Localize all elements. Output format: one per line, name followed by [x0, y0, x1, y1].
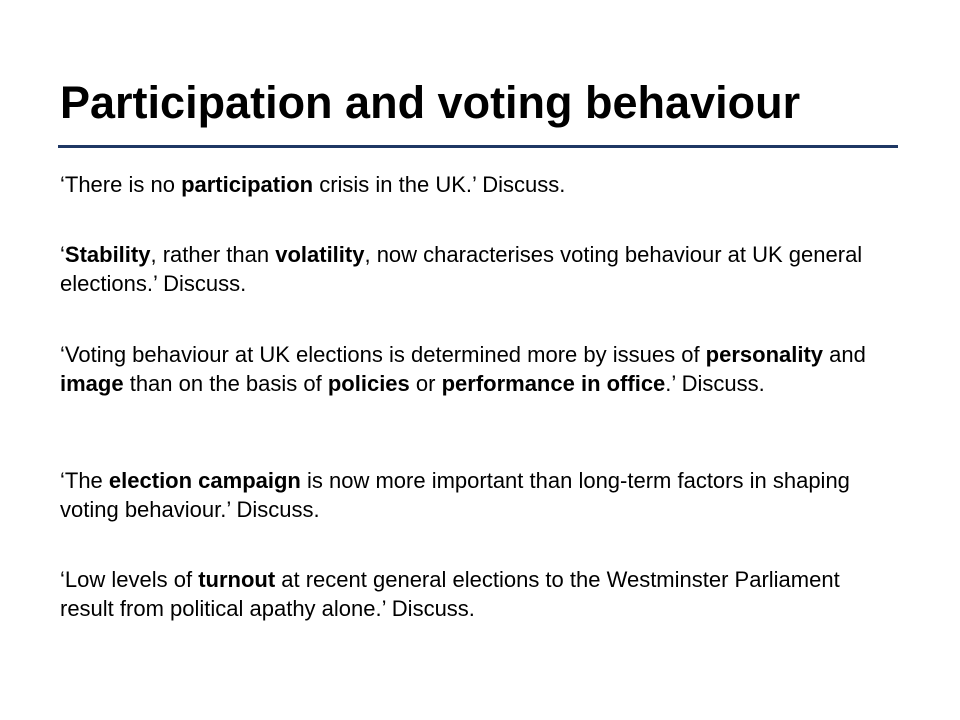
- question-text: at recent general elections to the Westminster Parliament result from political apathy alone.’ Discuss.: [60, 567, 840, 621]
- question-keyword: volatility: [275, 242, 365, 267]
- question-text: ‘Low levels of: [60, 567, 199, 592]
- question-text: , now characterises voting behaviour at UK general elections.’ Discuss.: [60, 242, 863, 296]
- question-3: [60, 340, 898, 398]
- question-text: ‘The: [60, 468, 109, 493]
- question-text: is now more important than long-term factors in shaping voting behaviour.’ Discuss.: [60, 468, 850, 522]
- question-keyword: participation: [181, 172, 314, 197]
- question-5: [60, 565, 898, 623]
- question-text: than on the basis of: [123, 371, 328, 396]
- question-text: ‘Voting behaviour at UK elections is determined more by issues of: [60, 342, 706, 367]
- question-text: ‘There is no: [60, 172, 182, 197]
- question-1: [60, 170, 898, 199]
- question-text: ‘: [60, 242, 65, 267]
- question-text: and: [823, 342, 866, 367]
- question-keyword: policies: [327, 371, 410, 396]
- title-underline: [58, 145, 898, 148]
- question-keyword: performance in office: [441, 371, 666, 396]
- question-text: crisis in the UK.’ Discuss.: [313, 172, 566, 197]
- question-keyword: election campaign: [108, 468, 301, 493]
- question-text: or: [409, 371, 442, 396]
- question-keyword: Stability: [64, 242, 151, 267]
- question-text: , rather than: [150, 242, 276, 267]
- question-4: [60, 466, 898, 524]
- question-keyword: turnout: [198, 567, 276, 592]
- question-text: .’ Discuss.: [665, 371, 765, 396]
- question-2: [60, 240, 898, 298]
- slide-title: Participation and voting behaviour: [60, 77, 801, 128]
- question-keyword: personality: [705, 342, 824, 367]
- question-keyword: image: [60, 371, 124, 396]
